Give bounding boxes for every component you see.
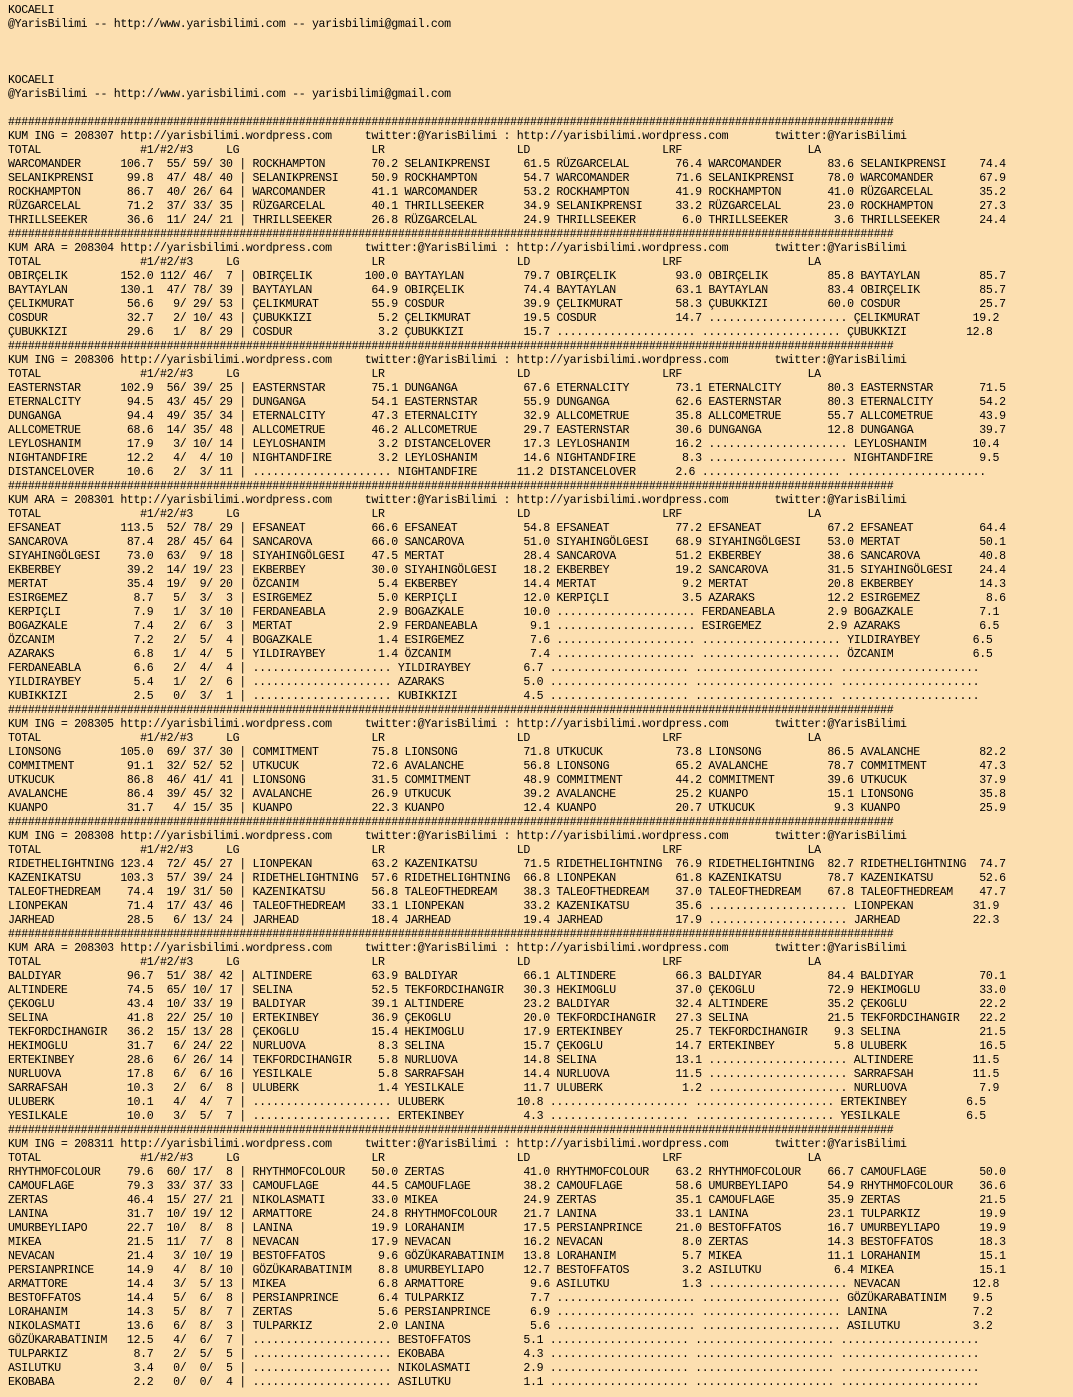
separator-line: ###################################################################################################################################### (8, 704, 894, 717)
table-row: ULUBERK 10.1 4/ 4/ 7 | ..................... ULUBERK 10.8 ..................... ..................... ERTEKINBEY 6.5 (8, 1096, 986, 1109)
table-row: ZERTAS 46.4 15/ 27/ 21 | NIKOLASMATI 33.0 MIKEA 24.9 ZERTAS 35.1 CAMOUFLAGE 35.9 ZERTAS 21.5 (8, 1194, 1006, 1207)
separator-line: ###################################################################################################################################### (8, 480, 894, 493)
header1-city: KOCAELI (8, 4, 55, 17)
table-row: EASTERNSTAR 102.9 56/ 39/ 25 | EASTERNSTAR 75.1 DUNGANGA 67.6 ETERNALCITY 73.1 ETERNALCITY 80.3 EASTERNSTAR 71.5 (8, 382, 1006, 395)
table-row: GÖZÜKARABATINIM 12.5 4/ 6/ 7 | ..................... BESTOFFATOS 5.1 ..................... ..................... ..................... (8, 1334, 980, 1347)
separator-line: ###################################################################################################################################### (8, 1124, 894, 1137)
race-title: KUM ARA = 208303 http://yarisbilimi.wordpress.com twitter:@YarisBilimi : http://yarisbilimi.wordpress.com twitter:@YarisBilimi (8, 942, 907, 955)
race-title: KUM ING = 208306 http://yarisbilimi.wordpress.com twitter:@YarisBilimi : http://yarisbilimi.wordpress.com twitter:@YarisBilimi (8, 354, 907, 367)
column-header: TOTAL #1/#2/#3 LG LR LD LRF LA (8, 956, 821, 969)
race-title: KUM ING = 208308 http://yarisbilimi.wordpress.com twitter:@YarisBilimi : http://yarisbilimi.wordpress.com twitter:@YarisBilimi (8, 830, 907, 843)
separator-line: ###################################################################################################################################### (8, 928, 894, 941)
table-row: ETERNALCITY 94.5 43/ 45/ 29 | DUNGANGA 54.1 EASTERNSTAR 55.9 DUNGANGA 62.6 EASTERNSTAR 80.3 ETERNALCITY 54.2 (8, 396, 1006, 409)
table-row: KUBIKKIZI 2.5 0/ 3/ 1 | ..................... KUBIKKIZI 4.5 ..................... ..................... ..................... (8, 690, 980, 703)
table-row: YILDIRAYBEY 5.4 1/ 2/ 6 | ..................... AZARAKS 5.0 ..................... ..................... ..................... (8, 676, 980, 689)
table-row: YESILKALE 10.0 3/ 5/ 7 | ..................... ERTEKINBEY 4.3 ..................... ..................... YESILKALE 6.5 (8, 1110, 986, 1123)
table-row: SIYAHINGÖLGESI 73.0 63/ 9/ 18 | SIYAHINGÖLGESI 47.5 MERTAT 28.4 SANCAROVA 51.2 EKBERBEY 38.6 SANCAROVA 40.8 (8, 550, 1006, 563)
table-row: BALDIYAR 96.7 51/ 38/ 42 | ALTINDERE 63.9 BALDIYAR 66.1 ALTINDERE 66.3 BALDIYAR 84.4 BALDIYAR 70.1 (8, 970, 1006, 983)
race-title: KUM ING = 208311 http://yarisbilimi.wordpress.com twitter:@YarisBilimi : http://yarisbilimi.wordpress.com twitter:@YarisBilimi (8, 1138, 907, 1151)
separator-line: ###################################################################################################################################### (8, 340, 894, 353)
table-row: JARHEAD 28.5 6/ 13/ 24 | JARHEAD 18.4 JARHEAD 19.4 JARHEAD 17.9 ..................... JARHEAD 22.3 (8, 914, 1000, 927)
separator-line: ###################################################################################################################################### (8, 816, 894, 829)
race-title: KUM ING = 208307 http://yarisbilimi.wordpress.com twitter:@YarisBilimi : http://yarisbilimi.wordpress.com twitter:@YarisBilimi (8, 130, 907, 143)
table-row: KUANPO 31.7 4/ 15/ 35 | KUANPO 22.3 KUANPO 12.4 KUANPO 20.7 UTKUCUK 9.3 KUANPO 25.9 (8, 802, 1006, 815)
table-row: CAMOUFLAGE 79.3 33/ 37/ 33 | CAMOUFLAGE 44.5 CAMOUFLAGE 38.2 CAMOUFLAGE 58.6 UMURBEYLIAPO 54.9 RHYTHMOFCOLOUR 36.6 (8, 1180, 1006, 1193)
table-row: EKOBABA 2.2 0/ 0/ 4 | ..................... ASILUTKU 1.1 ..................... ..................... ..................... (8, 1376, 980, 1389)
table-row: ARMATTORE 14.4 3/ 5/ 13 | MIKEA 6.8 ARMATTORE 9.6 ASILUTKU 1.3 ..................... NEVACAN 12.8 (8, 1278, 1000, 1291)
table-row: LIONSONG 105.0 69/ 37/ 30 | COMMITMENT 75.8 LIONSONG 71.8 UTKUCUK 73.8 LIONSONG 86.5 AVALANCHE 82.2 (8, 746, 1006, 759)
table-row: KERPIÇLI 7.9 1/ 3/ 10 | FERDANEABLA 2.9 BOGAZKALE 10.0 ..................... FERDANEABLA 2.9 BOGAZKALE 7.1 (8, 606, 1000, 619)
header2-city: KOCAELI (8, 74, 55, 87)
separator-line: ###################################################################################################################################### (8, 116, 894, 129)
table-row: FERDANEABLA 6.6 2/ 4/ 4 | ..................... YILDIRAYBEY 6.7 ..................... ..................... ..................... (8, 662, 980, 675)
header2-contact: @YarisBilimi -- http://www.yarisbilimi.com -- yarisbilimi@gmail.com (8, 88, 451, 101)
table-row: EKBERBEY 39.2 14/ 19/ 23 | EKBERBEY 30.0 SIYAHINGÖLGESI 18.2 EKBERBEY 19.2 SANCAROVA 31.5 SIYAHINGÖLGESI 24.4 (8, 564, 1006, 577)
table-row: TEKFORDCIHANGIR 36.2 15/ 13/ 28 | ÇEKOGLU 15.4 HEKIMOGLU 17.9 ERTEKINBEY 25.7 TEKFORDCIHANGIR 9.3 SELINA 21.5 (8, 1026, 1006, 1039)
table-row: COSDUR 32.7 2/ 10/ 43 | ÇUBUKKIZI 5.2 ÇELIKMURAT 19.5 COSDUR 14.7 ..................... ÇELIKMURAT 19.2 (8, 312, 1000, 325)
table-row: ÇELIKMURAT 56.6 9/ 29/ 53 | ÇELIKMURAT 55.9 COSDUR 39.9 ÇELIKMURAT 58.3 ÇUBUKKIZI 60.0 COSDUR 25.7 (8, 298, 1006, 311)
table-row: NIKOLASMATI 13.6 6/ 8/ 3 | TULPARKIZ 2.0 LANINA 5.6 ..................... ..................... ASILUTKU 3.2 (8, 1320, 993, 1333)
table-row: PERSIANPRINCE 14.9 4/ 8/ 10 | GÖZÜKARABATINIM 8.8 UMURBEYLIAPO 12.7 BESTOFFATOS 3.2 ASILUTKU 6.4 MIKEA 15.1 (8, 1264, 1006, 1277)
table-row: EFSANEAT 113.5 52/ 78/ 29 | EFSANEAT 66.6 EFSANEAT 54.8 EFSANEAT 77.2 EFSANEAT 67.2 EFSANEAT 64.4 (8, 522, 1006, 535)
table-row: UMURBEYLIAPO 22.7 10/ 8/ 8 | LANINA 19.9 LORAHANIM 17.5 PERSIANPRINCE 21.0 BESTOFFATOS 16.7 UMURBEYLIAPO 19.9 (8, 1222, 1006, 1235)
table-row: ROCKHAMPTON 86.7 40/ 26/ 64 | WARCOMANDER 41.1 WARCOMANDER 53.2 ROCKHAMPTON 41.9 ROCKHAMPTON 41.0 RÜZGARCELAL 35.2 (8, 186, 1006, 199)
table-row: ÇUBUKKIZI 29.6 1/ 8/ 29 | COSDUR 3.2 ÇUBUKKIZI 15.7 ..................... ..................... ÇUBUKKIZI 12.8 (8, 326, 993, 339)
race-blocks (8, 116, 1006, 1389)
table-row: SANCAROVA 87.4 28/ 45/ 64 | SANCAROVA 66.0 SANCAROVA 51.0 SIYAHINGÖLGESI 68.9 SIYAHINGÖLGESI 53.0 MERTAT 50.1 (8, 536, 1006, 549)
column-header: TOTAL #1/#2/#3 LG LR LD LRF LA (8, 144, 821, 157)
table-row: RÜZGARCELAL 71.2 37/ 33/ 35 | RÜZGARCELAL 40.1 THRILLSEEKER 34.9 SELANIKPRENSI 33.2 RÜZGARCELAL 23.0 ROCKHAMPTON 27.3 (8, 200, 1006, 213)
table-row: ÖZCANIM 7.2 2/ 5/ 4 | BOGAZKALE 1.4 ESIRGEMEZ 7.6 ..................... ..................... YILDIRAYBEY 6.5 (8, 634, 993, 647)
header1-contact: @YarisBilimi -- http://www.yarisbilimi.com -- yarisbilimi@gmail.com (8, 18, 451, 31)
table-row: ÇEKOGLU 43.4 10/ 33/ 19 | BALDIYAR 39.1 ALTINDERE 23.2 BALDIYAR 32.4 ALTINDERE 35.2 ÇEKOGLU 22.2 (8, 998, 1006, 1011)
table-row: LIONPEKAN 71.4 17/ 43/ 46 | TALEOFTHEDREAM 33.1 LIONPEKAN 33.2 KAZENIKATSU 35.6 ..................... LIONPEKAN 31.9 (8, 900, 1000, 913)
table-row: WARCOMANDER 106.7 55/ 59/ 30 | ROCKHAMPTON 70.2 SELANIKPRENSI 61.5 RÜZGARCELAL 76.4 WARCOMANDER 83.6 SELANIKPRENSI 74.4 (8, 158, 1006, 171)
race-title: KUM ARA = 208301 http://yarisbilimi.wordpress.com twitter:@YarisBilimi : http://yarisbilimi.wordpress.com twitter:@YarisBilimi (8, 494, 907, 507)
column-header: TOTAL #1/#2/#3 LG LR LD LRF LA (8, 844, 821, 857)
table-row: BESTOFFATOS 14.4 5/ 6/ 8 | PERSIANPRINCE 6.4 TULPARKIZ 7.7 ..................... ..................... GÖZÜKARABATINIM 9.5 (8, 1292, 993, 1305)
table-row: NURLUOVA 17.8 6/ 6/ 16 | YESILKALE 5.8 SARRAFSAH 14.4 NURLUOVA 11.5 ..................... SARRAFSAH 11.5 (8, 1068, 1000, 1081)
table-row: HEKIMOGLU 31.7 6/ 24/ 22 | NURLUOVA 8.3 SELINA 15.7 ÇEKOGLU 14.7 ERTEKINBEY 5.8 ULUBERK 16.5 (8, 1040, 1006, 1053)
table-row: ERTEKINBEY 28.6 6/ 26/ 14 | TEKFORDCIHANGIR 5.8 NURLUOVA 14.8 SELINA 13.1 ..................... ALTINDERE 11.5 (8, 1054, 1000, 1067)
table-row: ALTINDERE 74.5 65/ 10/ 17 | SELINA 52.5 TEKFORDCIHANGIR 30.3 HEKIMOGLU 37.0 ÇEKOGLU 72.9 HEKIMOGLU 33.0 (8, 984, 1006, 997)
column-header: TOTAL #1/#2/#3 LG LR LD LRF LA (8, 256, 821, 269)
table-row: TALEOFTHEDREAM 74.4 19/ 31/ 50 | KAZENIKATSU 56.8 TALEOFTHEDREAM 38.3 TALEOFTHEDREAM 37.0 TALEOFTHEDREAM 67.8 TALEOFTHEDREAM 47.7 (8, 886, 1006, 899)
table-row: LANINA 31.7 10/ 19/ 12 | ARMATTORE 24.8 RHYTHMOFCOLOUR 21.7 LANINA 33.1 LANINA 23.1 TULPARKIZ 19.9 (8, 1208, 1006, 1221)
table-row: LORAHANIM 14.3 5/ 8/ 7 | ZERTAS 5.6 PERSIANPRINCE 6.9 ..................... ..................... LANINA 7.2 (8, 1306, 993, 1319)
table-row: THRILLSEEKER 36.6 11/ 24/ 21 | THRILLSEEKER 26.8 RÜZGARCELAL 24.9 THRILLSEEKER 6.0 THRILLSEEKER 3.6 THRILLSEEKER 24.4 (8, 214, 1006, 227)
table-row: SARRAFSAH 10.3 2/ 6/ 8 | ULUBERK 1.4 YESILKALE 11.7 ULUBERK 1.2 ..................... NURLUOVA 7.9 (8, 1082, 1000, 1095)
race-title: KUM ING = 208305 http://yarisbilimi.wordpress.com twitter:@YarisBilimi : http://yarisbilimi.wordpress.com twitter:@YarisBilimi (8, 718, 907, 731)
table-row: KAZENIKATSU 103.3 57/ 39/ 24 | RIDETHELIGHTNING 57.6 RIDETHELIGHTNING 66.8 LIONPEKAN 61.8 KAZENIKATSU 78.7 KAZENIKATSU 52.6 (8, 872, 1006, 885)
separator-line: ###################################################################################################################################### (8, 228, 894, 241)
table-row: DISTANCELOVER 10.6 2/ 3/ 11 | ..................... NIGHTANDFIRE 11.2 DISTANCELOVER 2.6 ..................... ..................... (8, 466, 986, 479)
table-row: OBIRÇELIK 152.0 112/ 46/ 7 | OBIRÇELIK 100.0 BAYTAYLAN 79.7 OBIRÇELIK 93.0 OBIRÇELIK 85.8 BAYTAYLAN 85.7 (8, 270, 1006, 283)
table-row: MIKEA 21.5 11/ 7/ 8 | NEVACAN 17.9 NEVACAN 16.2 NEVACAN 8.0 ZERTAS 14.3 BESTOFFATOS 18.3 (8, 1236, 1006, 1249)
table-row: NIGHTANDFIRE 12.2 4/ 4/ 10 | NIGHTANDFIRE 3.2 LEYLOSHANIM 14.6 NIGHTANDFIRE 8.3 ..................... NIGHTANDFIRE 9.5 (8, 452, 1000, 465)
column-header: TOTAL #1/#2/#3 LG LR LD LRF LA (8, 368, 821, 381)
table-row: BAYTAYLAN 130.1 47/ 78/ 39 | BAYTAYLAN 64.9 OBIRÇELIK 74.4 BAYTAYLAN 63.1 BAYTAYLAN 83.4 OBIRÇELIK 85.7 (8, 284, 1006, 297)
table-row: ASILUTKU 3.4 0/ 0/ 5 | ..................... NIKOLASMATI 2.9 ..................... ..................... ..................... (8, 1362, 980, 1375)
table-row: TULPARKIZ 8.7 2/ 5/ 5 | ..................... EKOBABA 4.3 ..................... ..................... ..................... (8, 1348, 980, 1361)
table-row: ESIRGEMEZ 8.7 5/ 3/ 3 | ESIRGEMEZ 5.0 KERPIÇLI 12.0 KERPIÇLI 3.5 AZARAKS 12.2 ESIRGEMEZ 8.6 (8, 592, 1006, 605)
table-row: AVALANCHE 86.4 39/ 45/ 32 | AVALANCHE 26.9 UTKUCUK 39.2 AVALANCHE 25.2 KUANPO 15.1 LIONSONG 35.8 (8, 788, 1006, 801)
column-header: TOTAL #1/#2/#3 LG LR LD LRF LA (8, 508, 821, 521)
table-row: NEVACAN 21.4 3/ 10/ 19 | BESTOFFATOS 9.6 GÖZÜKARABATINIM 13.8 LORAHANIM 5.7 MIKEA 11.1 LORAHANIM 15.1 (8, 1250, 1006, 1263)
table-row: BOGAZKALE 7.4 2/ 6/ 3 | MERTAT 2.9 FERDANEABLA 9.1 ..................... ESIRGEMEZ 2.9 AZARAKS 6.5 (8, 620, 1000, 633)
column-header: TOTAL #1/#2/#3 LG LR LD LRF LA (8, 732, 821, 745)
race-title: KUM ARA = 208304 http://yarisbilimi.wordpress.com twitter:@YarisBilimi : http://yarisbilimi.wordpress.com twitter:@YarisBilimi (8, 242, 907, 255)
table-row: DUNGANGA 94.4 49/ 35/ 34 | ETERNALCITY 47.3 ETERNALCITY 32.9 ALLCOMETRUE 35.8 ALLCOMETRUE 55.7 ALLCOMETRUE 43.9 (8, 410, 1006, 423)
table-row: RIDETHELIGHTNING 123.4 72/ 45/ 27 | LIONPEKAN 63.2 KAZENIKATSU 71.5 RIDETHELIGHTNING 76.9 RIDETHELIGHTNING 82.7 RIDETHELIGHTNING 74.7 (8, 858, 1006, 871)
table-row: COMMITMENT 91.1 32/ 52/ 52 | UTKUCUK 72.6 AVALANCHE 56.8 LIONSONG 65.2 AVALANCHE 78.7 COMMITMENT 47.3 (8, 760, 1006, 773)
table-row: AZARAKS 6.8 1/ 4/ 5 | YILDIRAYBEY 1.4 ÖZCANIM 7.4 ..................... ..................... ÖZCANIM 6.5 (8, 648, 993, 661)
table-row: SELANIKPRENSI 99.8 47/ 48/ 40 | SELANIKPRENSI 50.9 ROCKHAMPTON 54.7 WARCOMANDER 71.6 SELANIKPRENSI 78.0 WARCOMANDER 67.9 (8, 172, 1006, 185)
table-row: LEYLOSHANIM 17.9 3/ 10/ 14 | LEYLOSHANIM 3.2 DISTANCELOVER 17.3 LEYLOSHANIM 16.2 ..................... LEYLOSHANIM 10.4 (8, 438, 1000, 451)
column-header: TOTAL #1/#2/#3 LG LR LD LRF LA (8, 1152, 821, 1165)
table-row: SELINA 41.8 22/ 25/ 10 | ERTEKINBEY 36.9 ÇEKOGLU 20.0 TEKFORDCIHANGIR 27.3 SELINA 21.5 TEKFORDCIHANGIR 22.2 (8, 1012, 1006, 1025)
table-row: MERTAT 35.4 19/ 9/ 20 | ÖZCANIM 5.4 EKBERBEY 14.4 MERTAT 9.2 MERTAT 20.8 EKBERBEY 14.3 (8, 578, 1006, 591)
table-row: UTKUCUK 86.8 46/ 41/ 41 | LIONSONG 31.5 COMMITMENT 48.9 COMMITMENT 44.2 COMMITMENT 39.6 UTKUCUK 37.9 (8, 774, 1006, 787)
table-row: RHYTHMOFCOLOUR 79.6 60/ 17/ 8 | RHYTHMOFCOLOUR 50.0 ZERTAS 41.0 RHYTHMOFCOLOUR 63.2 RHYTHMOFCOLOUR 66.7 CAMOUFLAGE 50.0 (8, 1166, 1006, 1179)
table-row: ALLCOMETRUE 68.6 14/ 35/ 48 | ALLCOMETRUE 46.2 ALLCOMETRUE 29.7 EASTERNSTAR 30.6 DUNGANGA 12.8 DUNGANGA 39.7 (8, 424, 1006, 437)
